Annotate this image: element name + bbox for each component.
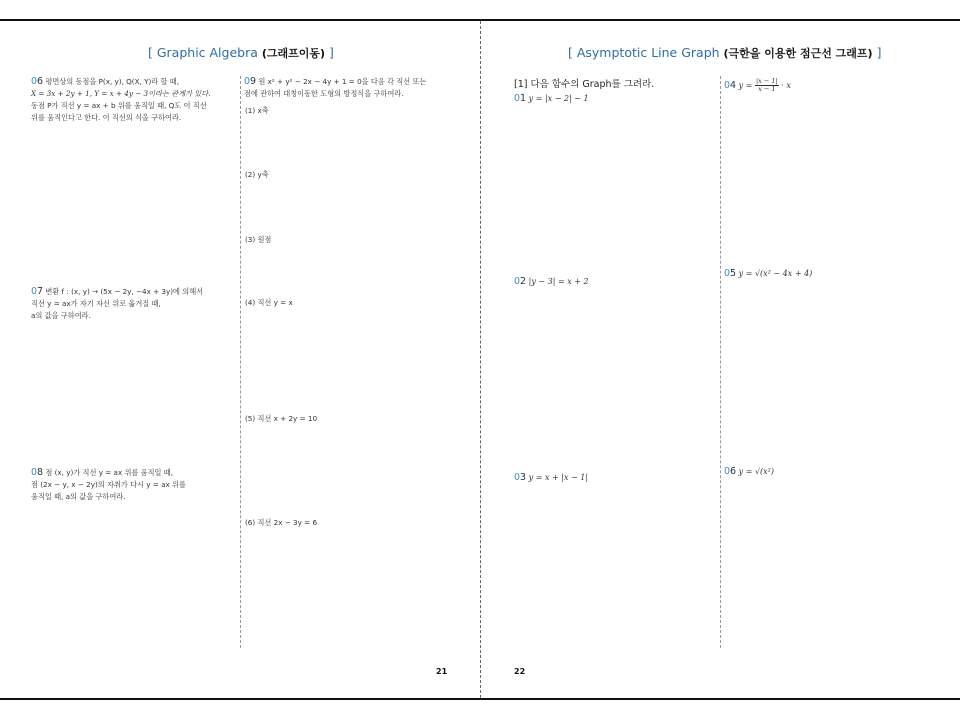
question-line: 평면상의 동점을 P(x, y), Q(X, Y)라 할 때, xyxy=(45,77,179,86)
function-expression: |y − 3| = x + 2 xyxy=(528,277,589,286)
function-expression: y = |x − 2| − 1 xyxy=(528,94,589,103)
question-line: 원 x² + y² − 2x − 4y + 1 = 0을 다음 각 직선 또는 xyxy=(258,77,427,86)
question-line: a의 값을 구하여라. xyxy=(31,311,91,320)
sub-question-1: (1) x축 xyxy=(245,106,269,115)
question-number: 02 xyxy=(514,276,527,287)
question-r06 xyxy=(724,466,774,477)
sub-question-6: (6) 직선 2x − 3y = 6 xyxy=(245,518,318,527)
fraction xyxy=(755,78,779,93)
question-number: 07 xyxy=(31,286,44,297)
question-r03 xyxy=(514,472,588,483)
question-number: 01 xyxy=(514,93,527,104)
question-line: 점에 관하여 대칭이동한 도형의 방정식을 구하여라. xyxy=(244,89,404,98)
question-line: X = 3x + 2y + 1, Y = x + 4y − 3이라는 관계가 있다. xyxy=(31,89,211,98)
left-page-title: [ Graphic Algebra (그래프이동) ] xyxy=(148,45,334,60)
question-r04 xyxy=(724,78,791,93)
left-column-divider xyxy=(240,76,241,648)
question-number: 03 xyxy=(514,472,527,483)
sub-question-2: (2) y축 xyxy=(245,170,269,179)
sub-question-5: (5) 직선 x + 2y = 10 xyxy=(245,414,318,423)
sub-question-3: (3) 원점 xyxy=(245,235,272,244)
function-expression: y = x + |x − 1| xyxy=(528,473,589,482)
exercise-heading: [1] 다음 함수의 Graph를 그려라. xyxy=(514,79,655,90)
question-r05 xyxy=(724,268,812,279)
question-number: 06 xyxy=(724,466,737,477)
function-expression-lhs: y = xyxy=(738,81,755,90)
right-page-title: [ Asymptotic Line Graph (극한을 이용한 점근선 그래프) ] xyxy=(568,45,882,60)
question-number: 08 xyxy=(31,467,44,478)
page-divider xyxy=(480,21,481,698)
question-number: 05 xyxy=(724,268,737,279)
page-number-left: 21 xyxy=(436,667,448,676)
question-number: 06 xyxy=(31,76,44,87)
question-line: 움직일 때, a의 값을 구하여라. xyxy=(31,492,126,501)
question-09 xyxy=(244,76,464,100)
question-r02 xyxy=(514,276,589,287)
question-line: 위를 움직인다고 한다. 이 직선의 식을 구하여라. xyxy=(31,113,182,122)
question-r01 xyxy=(514,93,589,104)
question-line: 직선 y = ax가 자기 자신 위로 옮겨질 때, xyxy=(31,299,161,308)
question-number: 04 xyxy=(724,80,737,91)
fraction-numerator: |x − 1| xyxy=(755,77,778,85)
sub-question-4: (4) 직선 y = x xyxy=(245,298,293,307)
right-column-divider xyxy=(720,76,721,648)
question-06 xyxy=(31,76,237,124)
question-07 xyxy=(31,286,237,322)
function-expression-rhs: · x xyxy=(778,81,791,90)
page-number-right: 22 xyxy=(514,667,526,676)
fraction-denominator: x − 1 xyxy=(758,85,776,93)
question-number: 09 xyxy=(244,76,257,87)
question-line: 점 (2x − y, x − 2y)의 자취가 다시 y = ax 위를 xyxy=(31,480,186,489)
question-line: 변환 f : (x, y) → (5x − 2y, −4x + 3y)에 의해서 xyxy=(45,287,204,296)
question-08 xyxy=(31,467,237,503)
function-expression: y = √(x²) xyxy=(738,467,775,476)
bottom-rule xyxy=(0,698,960,700)
function-expression: y = √(x² − 4x + 4) xyxy=(738,269,813,278)
question-line: 동점 P가 직선 y = ax + b 위를 움직일 때, Q도 이 직선 xyxy=(31,101,207,110)
question-line: 점 (x, y)가 직선 y = ax 위를 움직일 때, xyxy=(45,468,174,477)
